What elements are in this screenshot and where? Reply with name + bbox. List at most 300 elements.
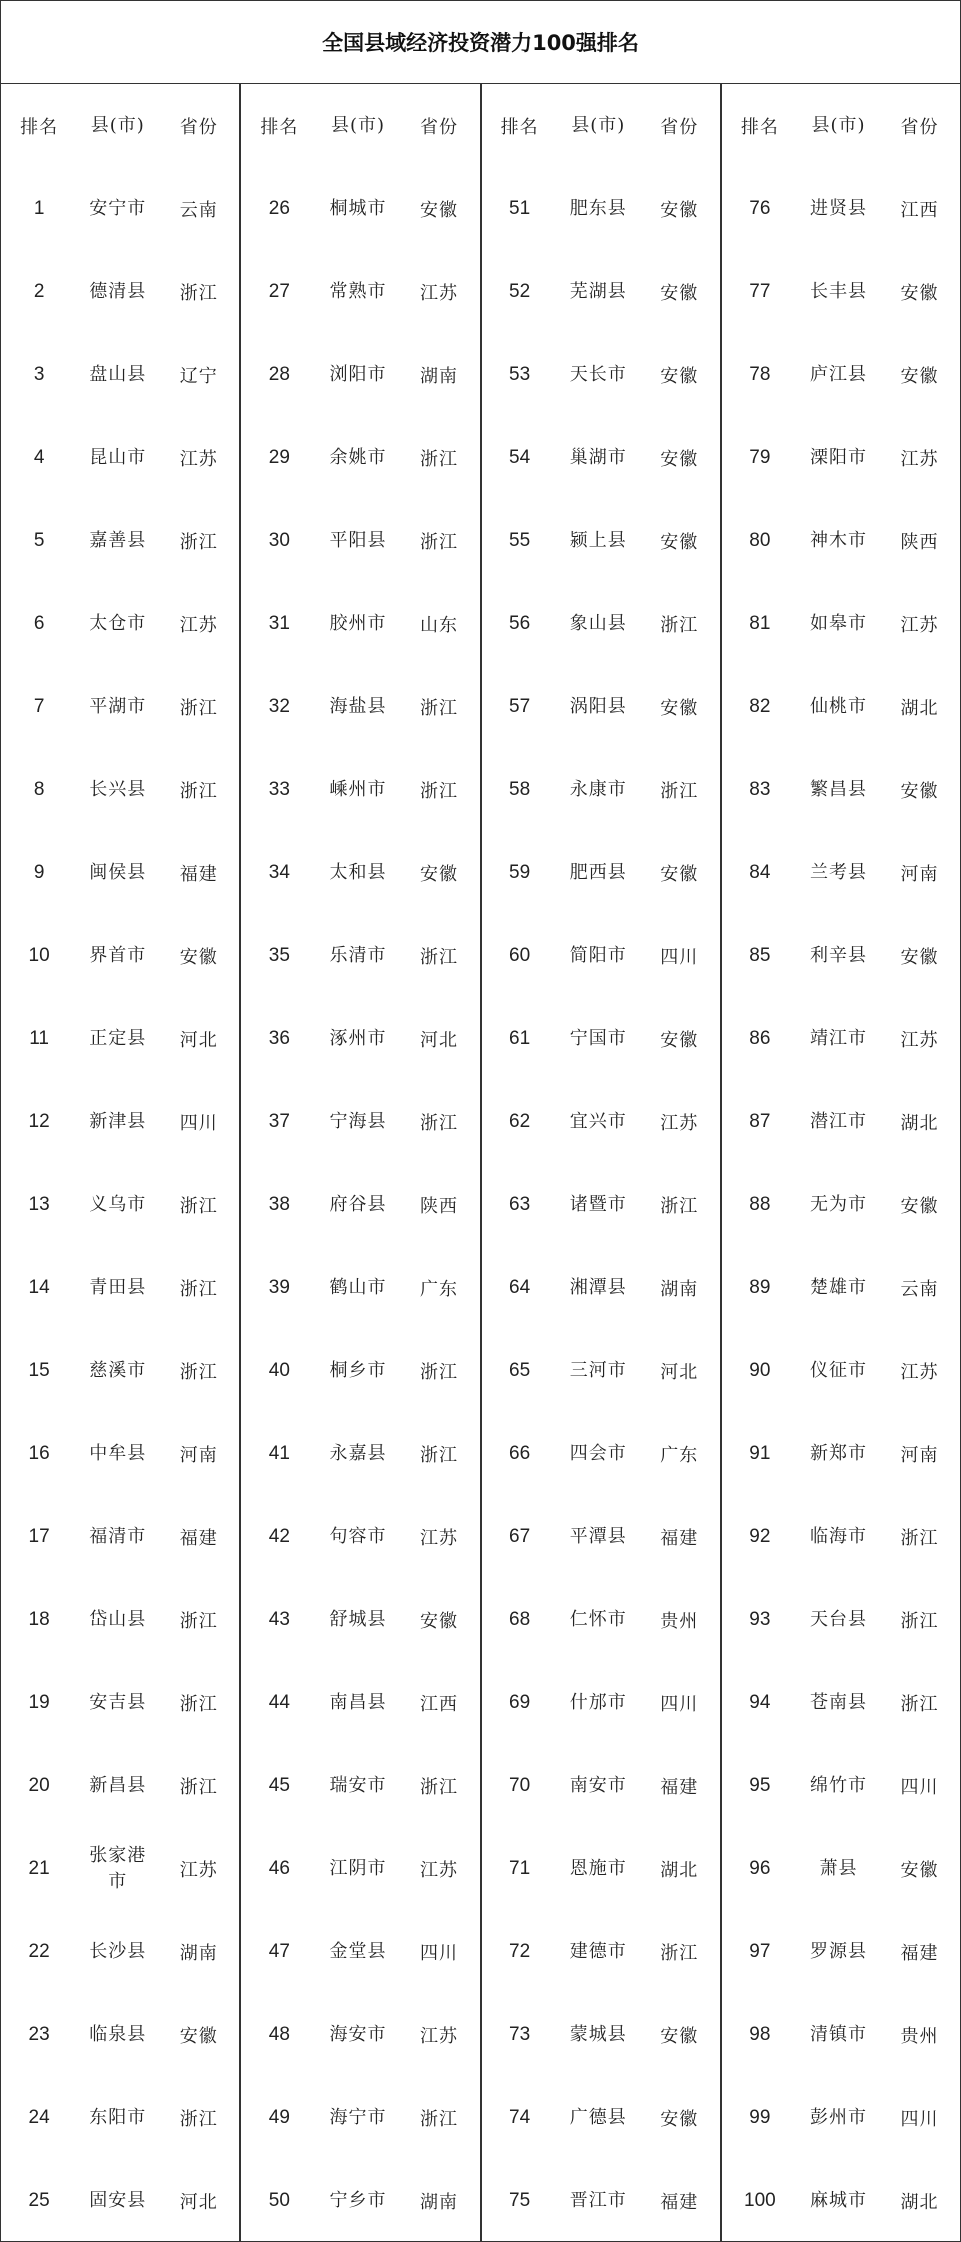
province-cell: 安徽 (419, 1610, 458, 1632)
county-cell (317, 1026, 398, 1052)
province-cell: 安徽 (179, 2025, 218, 2047)
rank-cell: 67 (509, 1525, 531, 1547)
county-cell (317, 1109, 398, 1135)
county-cell (558, 1192, 639, 1218)
county-cell (558, 694, 639, 720)
county-cell (317, 1192, 398, 1218)
province-cell: 广东 (660, 1444, 699, 1466)
table-row (1, 1744, 239, 1827)
table-row (482, 1080, 720, 1163)
rank-cell: 91 (749, 1442, 771, 1464)
county-name: 德清县 (89, 280, 147, 302)
province-cell: 浙江 (419, 2108, 458, 2130)
county-name: 张家港市 (89, 1844, 147, 1892)
table-row (482, 1495, 720, 1578)
county-cell (317, 279, 398, 305)
county-cell (317, 2188, 398, 2214)
county-name: 宜兴市 (569, 1110, 627, 1132)
table-row (1, 665, 239, 748)
rank-cell: 17 (28, 1525, 50, 1547)
county-cell (798, 1607, 879, 1633)
county-cell (558, 860, 639, 886)
county-cell (317, 1441, 398, 1467)
province-cell: 福建 (660, 1527, 699, 1549)
table-row (722, 2159, 960, 2242)
table-row (482, 1329, 720, 1412)
county-name: 罗源县 (809, 1940, 867, 1962)
province-cell: 江苏 (419, 1527, 458, 1549)
county-name: 长丰县 (809, 280, 867, 302)
rank-cell: 16 (28, 1442, 50, 1464)
header-row (722, 84, 960, 167)
county-name: 苍南县 (809, 1691, 867, 1713)
table-row (241, 1080, 479, 1163)
rank-cell: 25 (28, 2189, 50, 2211)
rank-cell: 34 (268, 861, 290, 883)
rank-cell: 33 (268, 778, 290, 800)
table-row (482, 1993, 720, 2076)
table-row (1, 250, 239, 333)
province-cell: 浙江 (419, 780, 458, 802)
table-row (722, 250, 960, 333)
county-cell (77, 1275, 158, 1301)
province-cell: 河北 (179, 2191, 218, 2213)
table-row (722, 1993, 960, 2076)
table-row (1, 1080, 239, 1163)
province-cell: 江苏 (419, 1859, 458, 1881)
table-row (1, 914, 239, 997)
rank-cell: 49 (268, 2106, 290, 2128)
county-name: 句容市 (329, 1525, 387, 1547)
province-cell: 浙江 (419, 946, 458, 968)
table-row (241, 416, 479, 499)
rank-cell: 39 (268, 1276, 290, 1298)
county-cell (558, 1856, 639, 1882)
province-cell: 浙江 (660, 1195, 699, 1217)
county-cell (798, 1109, 879, 1135)
county-cell (317, 1358, 398, 1384)
province-cell: 浙江 (179, 780, 218, 802)
county-cell (77, 1607, 158, 1633)
province-cell: 江西 (419, 1693, 458, 1715)
table-column-group (482, 84, 722, 2241)
province-cell: 福建 (179, 863, 218, 885)
county-name: 青田县 (89, 1276, 147, 1298)
province-cell: 安徽 (419, 199, 458, 221)
table-row (722, 748, 960, 831)
county-name: 楚雄市 (809, 1276, 867, 1298)
header-province: 省份 (900, 116, 939, 138)
county-name: 仁怀市 (569, 1608, 627, 1630)
province-cell: 江苏 (900, 614, 939, 636)
table-row (241, 2076, 479, 2159)
table-column-group (1, 84, 241, 2241)
province-cell: 安徽 (660, 199, 699, 221)
county-name: 晋江市 (569, 2189, 627, 2211)
province-cell: 安徽 (419, 863, 458, 885)
county-cell (798, 1524, 879, 1550)
table-row (482, 1163, 720, 1246)
table-row (482, 416, 720, 499)
table-row (1, 333, 239, 416)
rank-cell: 19 (28, 1691, 50, 1713)
county-cell (317, 1856, 398, 1882)
rank-cell: 40 (268, 1359, 290, 1381)
table-row (722, 1163, 960, 1246)
province-cell: 浙江 (419, 1112, 458, 1134)
county-name: 海安市 (329, 2023, 387, 2045)
rank-cell: 45 (268, 1774, 290, 1796)
province-cell: 安徽 (900, 1859, 939, 1881)
county-cell (317, 1524, 398, 1550)
county-name: 恩施市 (569, 1857, 627, 1879)
table-row (722, 1827, 960, 1910)
county-cell (798, 445, 879, 471)
province-cell: 浙江 (179, 1776, 218, 1798)
rank-cell: 70 (509, 1774, 531, 1796)
province-cell: 浙江 (900, 1527, 939, 1549)
county-cell (798, 943, 879, 969)
county-cell (77, 528, 158, 554)
rank-cell: 12 (28, 1110, 50, 1132)
province-cell: 安徽 (660, 2108, 699, 2130)
province-cell: 安徽 (179, 946, 218, 968)
county-cell (77, 196, 158, 222)
table-row (241, 250, 479, 333)
table-row (722, 582, 960, 665)
county-cell (558, 1524, 639, 1550)
county-cell (558, 1026, 639, 1052)
province-cell: 江苏 (179, 614, 218, 636)
province-cell: 安徽 (900, 946, 939, 968)
table-row (722, 831, 960, 914)
province-cell: 四川 (660, 1693, 699, 1715)
county-name: 海宁市 (329, 2106, 387, 2128)
province-cell: 安徽 (660, 697, 699, 719)
table-row (241, 748, 479, 831)
county-cell (317, 528, 398, 554)
header-rank: 排名 (500, 116, 539, 138)
table-row (482, 582, 720, 665)
rank-cell: 72 (509, 1940, 531, 1962)
county-name: 靖江市 (809, 1027, 867, 1049)
province-cell: 河南 (900, 1444, 939, 1466)
county-name: 瑞安市 (329, 1774, 387, 1796)
county-cell (317, 943, 398, 969)
county-name: 昆山市 (89, 446, 147, 468)
rank-cell: 84 (749, 861, 771, 883)
county-name: 三河市 (569, 1359, 627, 1381)
county-name: 肥西县 (569, 861, 627, 883)
province-cell: 浙江 (179, 282, 218, 304)
province-cell: 湖南 (419, 365, 458, 387)
table-row (241, 831, 479, 914)
table-row (1, 2076, 239, 2159)
rank-cell: 56 (509, 612, 531, 634)
county-name: 兰考县 (809, 861, 867, 883)
header-rank: 排名 (20, 116, 59, 138)
rank-cell: 97 (749, 1940, 771, 1962)
rank-cell: 48 (268, 2023, 290, 2045)
county-name: 盘山县 (89, 363, 147, 385)
county-cell (558, 943, 639, 969)
table-row (1, 416, 239, 499)
county-name: 天台县 (809, 1608, 867, 1630)
table-row (722, 1910, 960, 1993)
table-row (482, 997, 720, 1080)
province-cell: 福建 (660, 1776, 699, 1798)
county-cell (317, 1939, 398, 1965)
rank-cell: 7 (33, 695, 45, 717)
county-name: 福清市 (89, 1525, 147, 1547)
county-name: 什邡市 (569, 1691, 627, 1713)
table-row (241, 914, 479, 997)
county-name: 舒城县 (329, 1608, 387, 1630)
table-row (1, 748, 239, 831)
province-cell: 浙江 (419, 531, 458, 553)
province-cell: 湖北 (900, 697, 939, 719)
table-row (722, 997, 960, 1080)
rank-cell: 42 (268, 1525, 290, 1547)
table-column-group (241, 84, 481, 2241)
table-row (241, 333, 479, 416)
county-name: 萧县 (819, 1857, 858, 1879)
rank-cell: 51 (509, 197, 531, 219)
county-cell (77, 611, 158, 637)
county-cell (558, 1773, 639, 1799)
rank-cell: 82 (749, 695, 771, 717)
county-cell (77, 2105, 158, 2131)
province-cell: 河南 (900, 863, 939, 885)
table-row (1, 1163, 239, 1246)
province-cell: 浙江 (660, 780, 699, 802)
province-cell: 福建 (900, 1942, 939, 1964)
table-row (1, 1910, 239, 1993)
province-cell: 辽宁 (179, 365, 218, 387)
county-cell (798, 1026, 879, 1052)
county-name: 简阳市 (569, 944, 627, 966)
county-name: 四会市 (569, 1442, 627, 1464)
rank-cell: 65 (509, 1359, 531, 1381)
county-name: 乐清市 (329, 944, 387, 966)
rank-cell: 44 (268, 1691, 290, 1713)
county-name: 江阴市 (329, 1857, 387, 1879)
province-cell: 四川 (900, 2108, 939, 2130)
province-cell: 安徽 (660, 365, 699, 387)
county-cell (798, 1690, 879, 1716)
county-cell (317, 777, 398, 803)
rank-cell: 41 (268, 1442, 290, 1464)
county-name: 临海市 (809, 1525, 867, 1547)
province-cell: 安徽 (660, 863, 699, 885)
header-county: 县(市) (811, 114, 866, 136)
county-name: 长沙县 (89, 1940, 147, 1962)
rank-cell: 68 (509, 1608, 531, 1630)
county-cell (798, 1275, 879, 1301)
table-row (1, 1993, 239, 2076)
county-cell (77, 2022, 158, 2048)
county-cell (558, 362, 639, 388)
county-name: 麻城市 (809, 2189, 867, 2211)
province-cell: 浙江 (419, 448, 458, 470)
table-row (722, 1412, 960, 1495)
table-row (722, 333, 960, 416)
county-cell (77, 2188, 158, 2214)
province-cell: 安徽 (660, 1029, 699, 1051)
county-name: 蒙城县 (569, 2023, 627, 2045)
county-name: 太和县 (329, 861, 387, 883)
province-cell: 浙江 (179, 1693, 218, 1715)
province-cell: 福建 (179, 1527, 218, 1549)
rank-cell: 98 (749, 2023, 771, 2045)
county-name: 巢湖市 (569, 446, 627, 468)
county-cell (798, 1441, 879, 1467)
county-cell (798, 611, 879, 637)
province-cell: 湖南 (419, 2191, 458, 2213)
rank-cell: 36 (268, 1027, 290, 1049)
header-row (482, 84, 720, 167)
province-cell: 浙江 (179, 2108, 218, 2130)
county-name: 潜江市 (809, 1110, 867, 1132)
rank-cell: 74 (509, 2106, 531, 2128)
province-cell: 湖北 (660, 1859, 699, 1881)
county-name: 涡阳县 (569, 695, 627, 717)
county-cell (798, 1192, 879, 1218)
county-cell (558, 1607, 639, 1633)
header-province: 省份 (179, 116, 218, 138)
rank-cell: 92 (749, 1525, 771, 1547)
province-cell: 安徽 (660, 531, 699, 553)
county-cell (317, 1275, 398, 1301)
county-cell (558, 1441, 639, 1467)
province-cell: 江苏 (900, 1361, 939, 1383)
county-name: 建德市 (569, 1940, 627, 1962)
province-cell: 湖北 (900, 1112, 939, 1134)
province-cell: 江苏 (179, 1859, 218, 1881)
rank-cell: 83 (749, 778, 771, 800)
county-name: 涿州市 (329, 1027, 387, 1049)
rank-cell: 43 (268, 1608, 290, 1630)
table-row (722, 1329, 960, 1412)
county-cell (317, 1773, 398, 1799)
rank-cell: 86 (749, 1027, 771, 1049)
province-cell: 云南 (900, 1278, 939, 1300)
rank-cell: 66 (509, 1442, 531, 1464)
rank-cell: 69 (509, 1691, 531, 1713)
rank-cell: 94 (749, 1691, 771, 1713)
rank-cell: 62 (509, 1110, 531, 1132)
rank-cell: 3 (33, 363, 45, 385)
province-cell: 陕西 (419, 1195, 458, 1217)
county-name: 神木市 (809, 529, 867, 551)
rank-cell: 18 (28, 1608, 50, 1630)
header-province: 省份 (419, 116, 458, 138)
province-cell: 江苏 (419, 2025, 458, 2047)
province-cell: 安徽 (660, 2025, 699, 2047)
county-name: 慈溪市 (89, 1359, 147, 1381)
table-row (241, 997, 479, 1080)
county-cell (798, 1358, 879, 1384)
province-cell: 贵州 (660, 1610, 699, 1632)
county-cell (558, 1939, 639, 1965)
county-name: 新昌县 (89, 1774, 147, 1796)
table-row (1, 167, 239, 250)
province-cell: 安徽 (660, 282, 699, 304)
county-cell (558, 2105, 639, 2131)
county-name: 常熟市 (329, 280, 387, 302)
rank-cell: 75 (509, 2189, 531, 2211)
county-name: 宁乡市 (329, 2189, 387, 2211)
county-cell (77, 1358, 158, 1384)
province-cell: 福建 (660, 2191, 699, 2213)
county-name: 安吉县 (89, 1691, 147, 1713)
county-cell (798, 279, 879, 305)
header-county: 县(市) (330, 114, 385, 136)
table-row (722, 1080, 960, 1163)
table-row (241, 582, 479, 665)
county-name: 诸暨市 (569, 1193, 627, 1215)
table-row (722, 1246, 960, 1329)
province-cell: 浙江 (179, 1195, 218, 1217)
county-cell (317, 2105, 398, 2131)
table-row (482, 1827, 720, 1910)
county-name: 南安市 (569, 1774, 627, 1796)
table-row (241, 1993, 479, 2076)
table-row (1, 1246, 239, 1329)
table-row (241, 1163, 479, 1246)
table-row (1, 1827, 239, 1910)
county-cell (317, 445, 398, 471)
rank-cell: 28 (268, 363, 290, 385)
county-name: 胶州市 (329, 612, 387, 634)
province-cell: 河北 (419, 1029, 458, 1051)
table-row (482, 2159, 720, 2242)
rank-cell: 87 (749, 1110, 771, 1132)
table-row (482, 167, 720, 250)
rank-cell: 23 (28, 2023, 50, 2045)
rank-cell: 76 (749, 197, 771, 219)
rank-cell: 71 (509, 1857, 531, 1879)
county-cell (317, 1690, 398, 1716)
rank-cell: 100 (744, 2189, 776, 2211)
table-columns (1, 84, 960, 2241)
rank-cell: 5 (33, 529, 45, 551)
county-name: 平潭县 (569, 1525, 627, 1547)
county-name: 安宁市 (89, 197, 147, 219)
county-cell (558, 1690, 639, 1716)
table-row (722, 1744, 960, 1827)
county-cell (77, 445, 158, 471)
province-cell: 安徽 (900, 1195, 939, 1217)
province-cell: 安徽 (660, 448, 699, 470)
county-cell (317, 2022, 398, 2048)
county-name: 繁昌县 (809, 778, 867, 800)
rank-cell: 21 (28, 1857, 50, 1879)
rank-cell: 58 (509, 778, 531, 800)
county-cell (317, 196, 398, 222)
rank-cell: 13 (28, 1193, 50, 1215)
rank-cell: 10 (28, 944, 50, 966)
county-cell (798, 1773, 879, 1799)
rank-cell: 30 (268, 529, 290, 551)
county-cell (77, 1939, 158, 1965)
table-row (722, 1578, 960, 1661)
table-row (241, 1744, 479, 1827)
county-cell (798, 1939, 879, 1965)
rank-cell: 93 (749, 1608, 771, 1630)
county-cell (798, 777, 879, 803)
table-row (482, 748, 720, 831)
